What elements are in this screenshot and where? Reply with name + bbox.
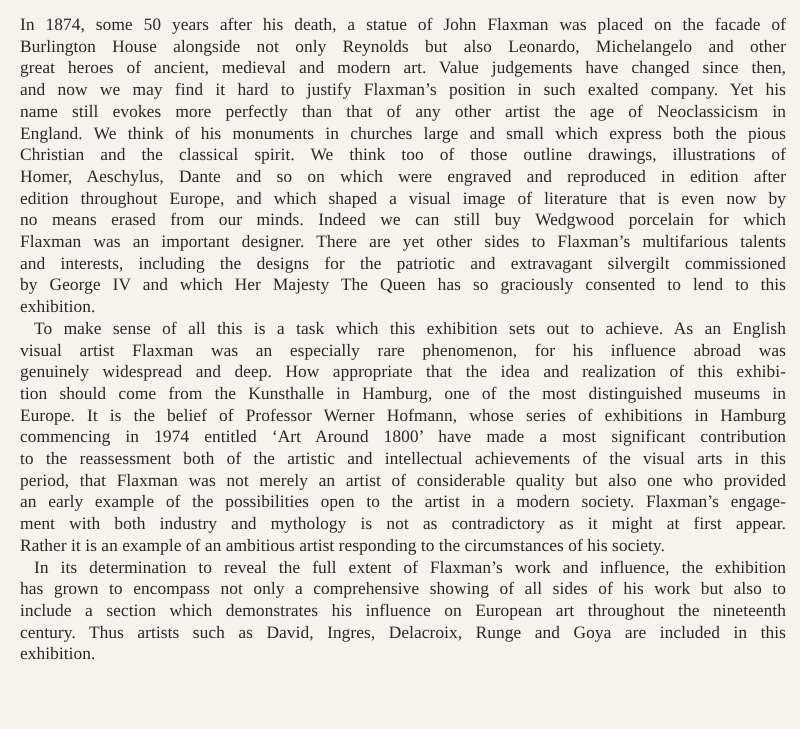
text-line: genuinely widespread and deep. How appropriate that the idea and realization of this exhibi- [20, 361, 786, 382]
text-line: century. Thus artists such as David, Ingres, Delacroix, Runge and Goya are included in this [20, 621, 786, 642]
text-line: Burlington House alongside not only Reynolds but also Leonardo, Michelangelo and other [20, 35, 786, 56]
text-line: no means erased from our minds. Indeed we can still buy Wedgwood porcelain for which [20, 209, 786, 230]
text-line: exhibition. [20, 643, 96, 664]
document-text [20, 14, 786, 665]
text-line: ment with both industry and mythology is not as contradictory as it might at first appear. [20, 513, 786, 534]
text-line: an early example of the possibilities open to the artist in a modern society. Flaxman’s engage- [20, 491, 786, 512]
text-line: tion should come from the Kunsthalle in Hamburg, one of the most distinguished museums in [20, 382, 786, 403]
text-line: Flaxman was an important designer. There are yet other sides to Flaxman’s multifarious talents [20, 231, 786, 252]
paragraph-1 [20, 14, 786, 318]
text-line: and interests, including the designs for the patriotic and extravagant silvergilt commissioned [20, 252, 786, 273]
text-line: period, that Flaxman was not merely an artist of considerable quality but also one who provided [20, 469, 786, 490]
text-line: and now we may find it hard to justify Flaxman’s position in such exalted company. Yet his [20, 79, 786, 100]
text-line: England. We think of his monuments in churches large and small which express both the pious [20, 122, 786, 143]
text-line: has grown to encompass not only a comprehensive showing of all sides of his work but also to [20, 578, 786, 599]
text-line: exhibition. [20, 296, 96, 317]
text-line: Europe. It is the belief of Professor Werner Hofmann, whose series of exhibitions in Hamburg [20, 404, 786, 425]
text-line: Homer, Aeschylus, Dante and so on which were engraved and reproduced in edition after [20, 165, 786, 186]
text-line: To make sense of all this is a task which this exhibition sets out to achieve. As an English [34, 317, 786, 338]
text-line: visual artist Flaxman was an especially rare phenomenon, for his influence abroad was [20, 339, 786, 360]
text-line: In its determination to reveal the full extent of Flaxman’s work and influence, the exhibition [34, 556, 786, 577]
text-line: to the reassessment both of the artistic and intellectual achievements of the visual arts in this [20, 448, 786, 469]
text-line: name still evokes more perfectly than that of any other artist the age of Neoclassicism in [20, 100, 786, 121]
text-line: by George IV and which Her Majesty The Queen has so graciously consented to lend to this [20, 274, 786, 295]
text-line: include a section which demonstrates his influence on European art throughout the nineteenth [20, 599, 786, 620]
text-line: edition throughout Europe, and which shaped a visual image of literature that is even now by [20, 187, 786, 208]
paragraph-2 [20, 318, 786, 557]
paragraph-3 [20, 557, 786, 666]
text-line: commencing in 1974 entitled ‘Art Around 1800’ have made a most significant contribution [20, 426, 786, 447]
text-line: Rather it is an example of an ambitious artist responding to the circumstances of his society. [20, 534, 665, 555]
text-line: In 1874, some 50 years after his death, a statue of John Flaxman was placed on the facade of [20, 14, 786, 34]
text-line: great heroes of ancient, medieval and modern art. Value judgements have changed since then, [20, 57, 786, 78]
text-line: Christian and the classical spirit. We think too of those outline drawings, illustrations of [20, 144, 786, 165]
